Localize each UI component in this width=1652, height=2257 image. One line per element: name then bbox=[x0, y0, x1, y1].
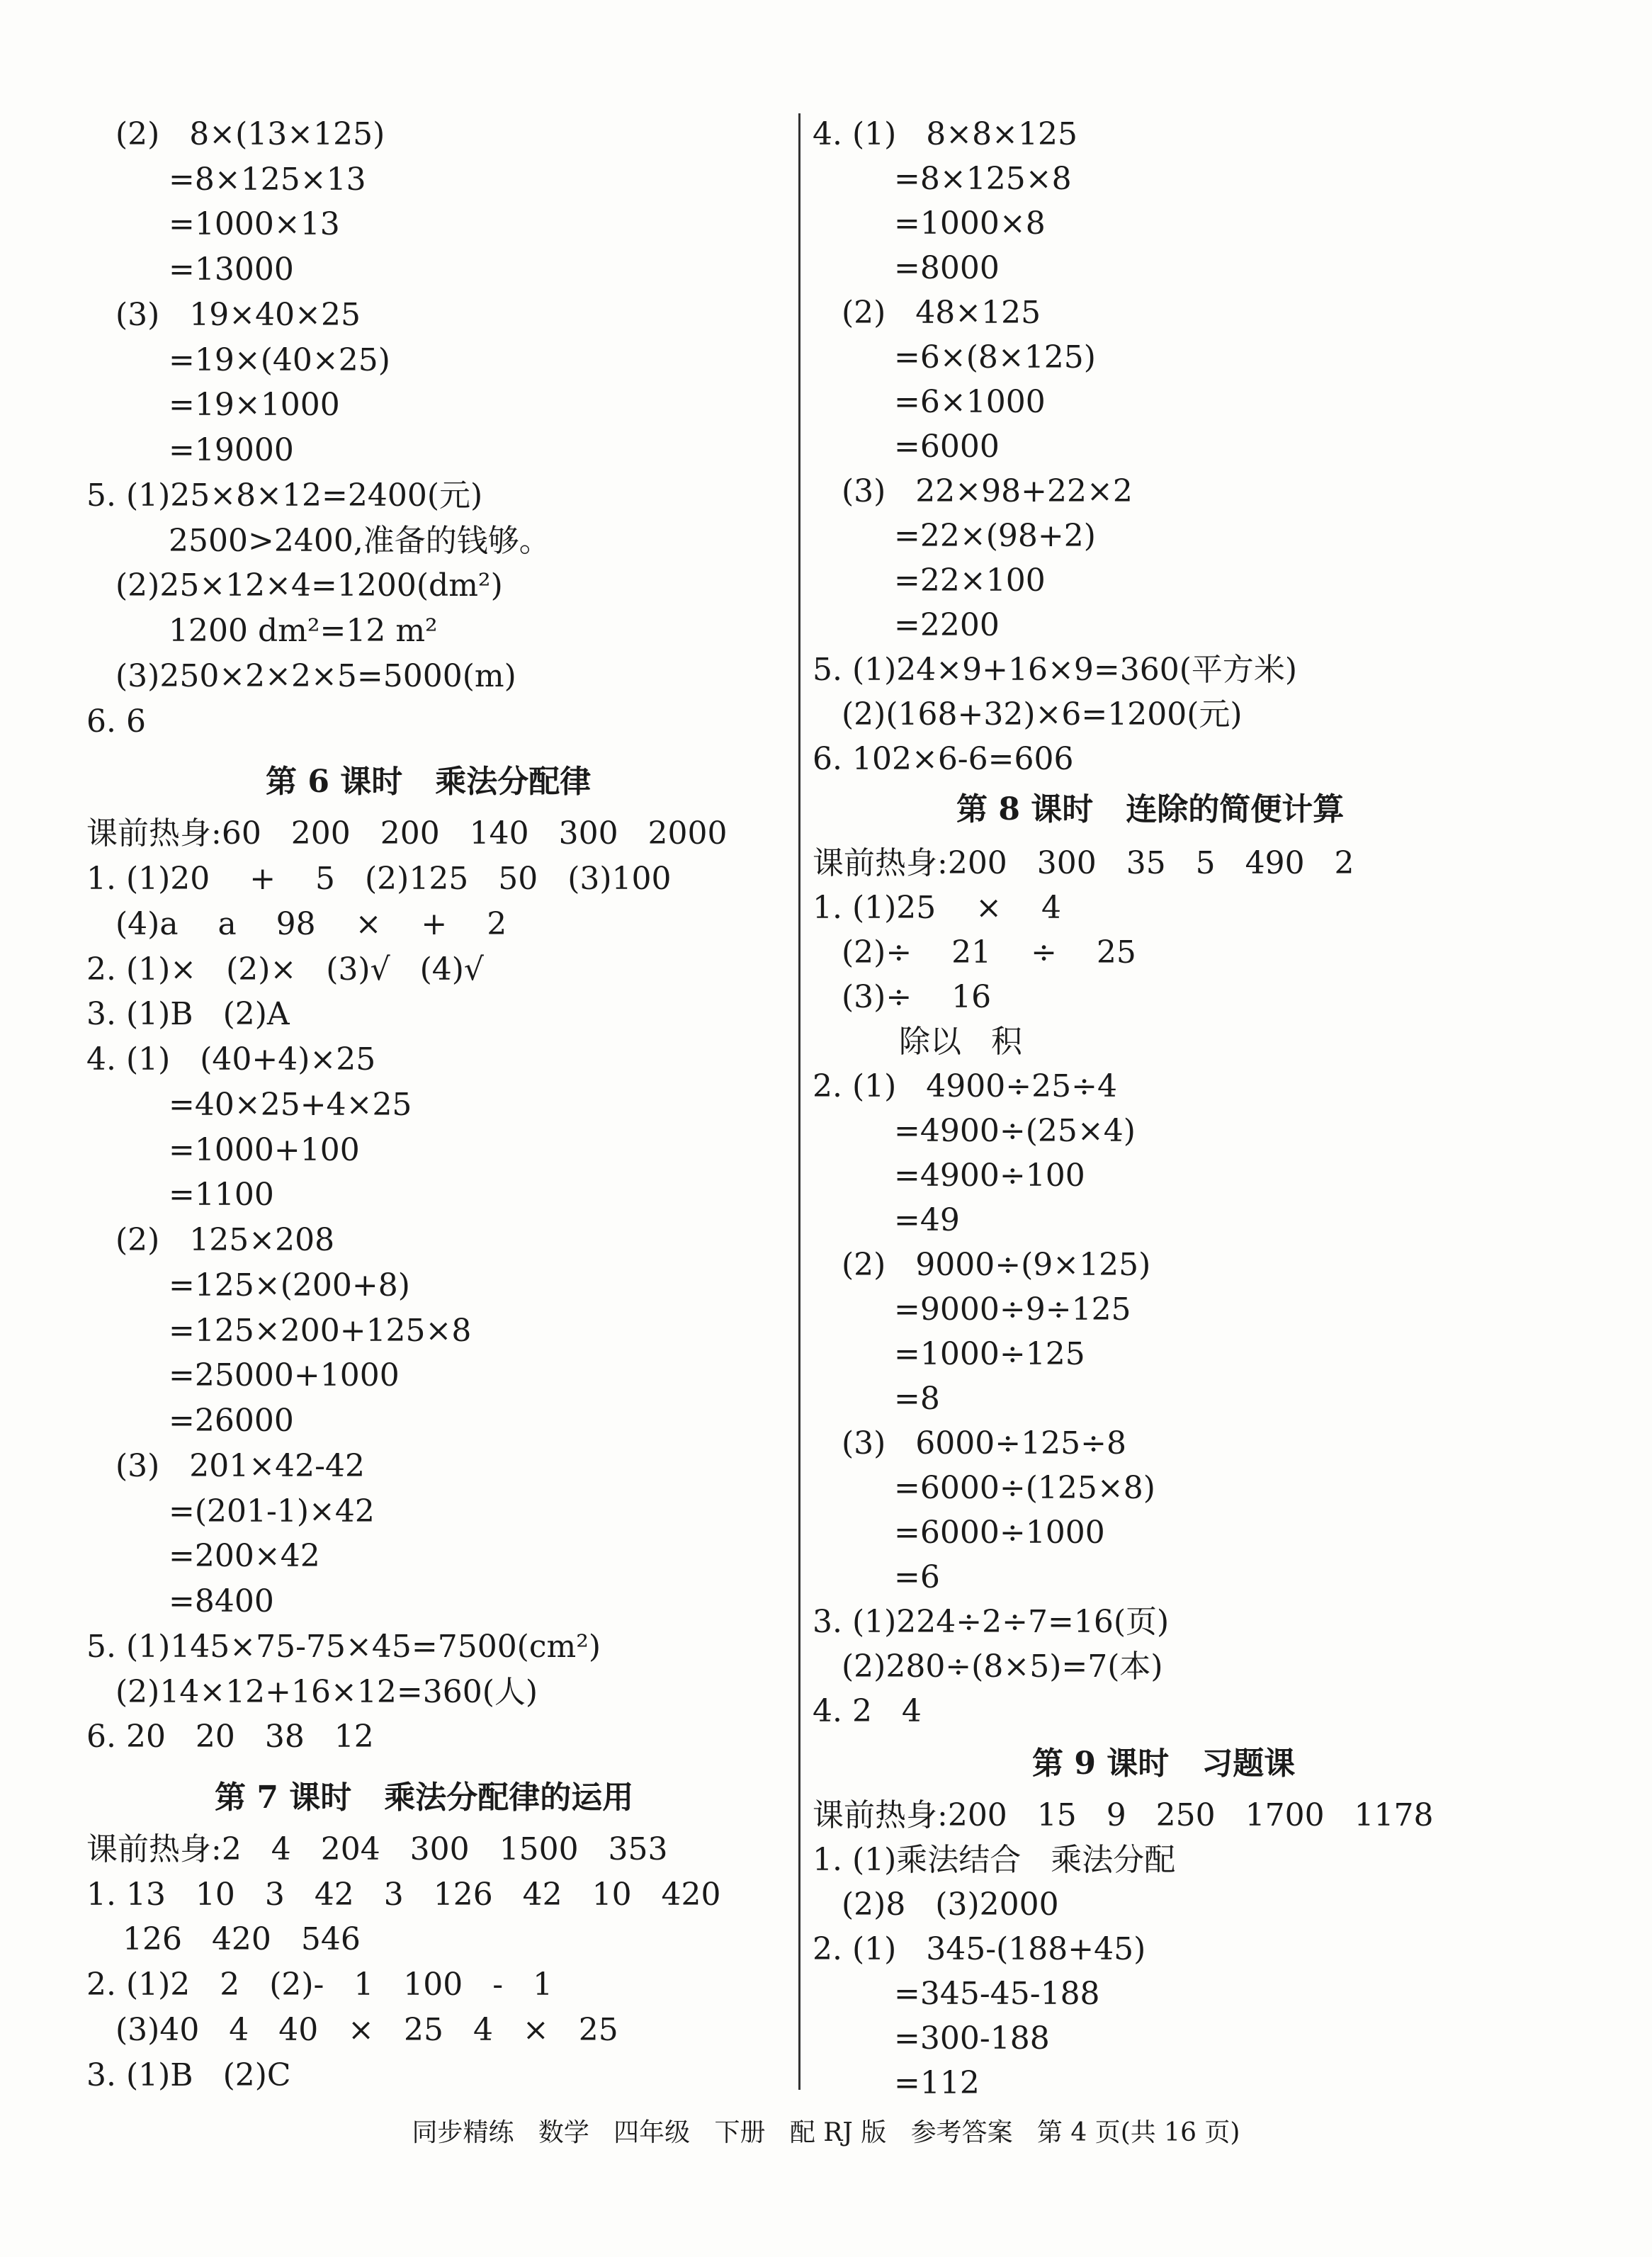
text-line: (3) 201×42-42 bbox=[115, 1448, 365, 1484]
text-line: (3) 6000÷125÷8 bbox=[842, 1425, 1126, 1461]
text-line: (2)280÷(8×5)=7(本) bbox=[842, 1648, 1163, 1685]
text-line: (3)250×2×2×5=5000(m) bbox=[115, 658, 516, 694]
text-line: =1100 bbox=[169, 1177, 274, 1213]
text-line: 5. (1)145×75-75×45=7500(cm²) bbox=[86, 1629, 601, 1665]
text-line: =345-45-188 bbox=[894, 1976, 1100, 2012]
text-line: 5. (1)25×8×12=2400(元) bbox=[86, 477, 483, 514]
text-line: 6. 20 20 38 12 bbox=[86, 1719, 374, 1755]
text-line: =200×42 bbox=[169, 1538, 320, 1574]
text-line: =8400 bbox=[169, 1583, 274, 1619]
text-line: (2)25×12×4=1200(dm²) bbox=[115, 567, 503, 604]
text-line: 课前热身:200 15 9 250 1700 1178 bbox=[813, 1797, 1434, 1833]
text-line: 2. (1) 4900÷25÷4 bbox=[813, 1068, 1117, 1104]
text-line: =125×200+125×8 bbox=[169, 1313, 472, 1349]
text-line: 6. 6 bbox=[86, 703, 146, 740]
text-line: (2) 125×208 bbox=[115, 1222, 335, 1258]
text-line: (2)14×12+16×12=360(人) bbox=[115, 1674, 538, 1710]
text-line: =4900÷100 bbox=[894, 1158, 1085, 1194]
text-line: (4)a a 98 × + 2 bbox=[115, 906, 507, 942]
section-heading: 第 8 课时 连除的简便计算 bbox=[956, 791, 1345, 827]
text-line: =9000÷9÷125 bbox=[894, 1291, 1131, 1328]
text-line: 2. (1)× (2)× (3)√ (4)√ bbox=[86, 951, 484, 988]
section-heading: 第 7 课时 乘法分配律的运用 bbox=[215, 1780, 634, 1816]
text-line: =6×(8×125) bbox=[894, 339, 1096, 375]
text-line: =1000×13 bbox=[169, 206, 340, 242]
text-line: 4. 2 4 bbox=[813, 1693, 922, 1729]
text-line: =4900÷(25×4) bbox=[894, 1113, 1136, 1149]
text-line: =112 bbox=[894, 2065, 980, 2101]
section-heading: 第 9 课时 习题课 bbox=[1032, 1746, 1296, 1782]
text-line: =19×1000 bbox=[169, 387, 340, 423]
text-line: (2) 8×(13×125) bbox=[115, 116, 385, 152]
text-line: (2) 9000÷(9×125) bbox=[842, 1247, 1151, 1283]
text-line: (2)8 (3)2000 bbox=[842, 1887, 1059, 1923]
text-line: 课前热身:2 4 204 300 1500 353 bbox=[86, 1831, 668, 1867]
text-line: 2. (1)2 2 (2)- 1 100 - 1 bbox=[86, 1967, 553, 2003]
text-line: =6000÷1000 bbox=[894, 1515, 1105, 1551]
text-line: 2500>2400,准备的钱够。 bbox=[169, 523, 550, 559]
text-line: =8×125×13 bbox=[169, 162, 366, 198]
text-line: =2200 bbox=[894, 607, 1000, 643]
text-line: =1000÷125 bbox=[894, 1336, 1085, 1372]
text-line: =22×100 bbox=[894, 562, 1046, 599]
text-line: 3. (1)B (2)C bbox=[86, 2057, 291, 2093]
text-line: (3) 22×98+22×2 bbox=[842, 473, 1133, 509]
text-line: 3. (1)B (2)A bbox=[86, 996, 290, 1032]
text-line: =6000÷(125×8) bbox=[894, 1470, 1155, 1506]
text-line: 1. (1)20 + 5 (2)125 50 (3)100 bbox=[86, 861, 672, 897]
text-line: (2)÷ 21 ÷ 25 bbox=[842, 934, 1136, 971]
text-line: =1000+100 bbox=[169, 1132, 360, 1168]
text-line: =26000 bbox=[169, 1403, 294, 1439]
text-line: 1. (1)乘法结合 乘法分配 bbox=[813, 1842, 1176, 1878]
text-line: (3) 19×40×25 bbox=[115, 297, 361, 333]
text-line: =49 bbox=[894, 1202, 960, 1238]
text-line: =(201-1)×42 bbox=[169, 1493, 375, 1529]
text-line: =8×125×8 bbox=[894, 161, 1072, 197]
text-line: 4. (1) 8×8×125 bbox=[813, 116, 1077, 152]
text-line: 4. (1) (40+4)×25 bbox=[86, 1041, 376, 1077]
text-line: =300-188 bbox=[894, 2020, 1050, 2057]
text-line: 126 420 546 bbox=[123, 1921, 361, 1957]
text-line: =1000×8 bbox=[894, 205, 1046, 242]
text-line: =25000+1000 bbox=[169, 1357, 400, 1393]
page-footer: 同步精练 数学 四年级 下册 配 RJ 版 参考答案 第 4 页(共 16 页) bbox=[412, 2118, 1240, 2147]
text-line: 3. (1)224÷2÷7=16(页) bbox=[813, 1604, 1170, 1640]
text-line: 1. (1)25 × 4 bbox=[813, 890, 1062, 926]
section-heading: 第 6 课时 乘法分配律 bbox=[266, 764, 592, 800]
text-line: 课前热身:60 200 200 140 300 2000 bbox=[86, 815, 728, 852]
text-line: =6 bbox=[894, 1559, 940, 1595]
text-line: =40×25+4×25 bbox=[169, 1087, 412, 1123]
text-line: =13000 bbox=[169, 251, 294, 288]
text-line: (2)(168+32)×6=1200(元) bbox=[842, 696, 1243, 732]
text-line: =125×(200+8) bbox=[169, 1267, 410, 1303]
text-line: =6000 bbox=[894, 429, 1000, 465]
text-line: (3)÷ 16 bbox=[842, 979, 992, 1015]
text-line: 1200 dm²=12 m² bbox=[169, 613, 438, 649]
text-line: =8000 bbox=[894, 250, 1000, 286]
text-line: =19×(40×25) bbox=[169, 342, 390, 378]
text-line: 除以 积 bbox=[899, 1024, 1022, 1060]
text-line: =6×1000 bbox=[894, 384, 1046, 420]
text-line: 2. (1) 345-(188+45) bbox=[813, 1931, 1146, 1967]
text-line: =22×(98+2) bbox=[894, 518, 1096, 554]
text-line: (3)40 4 40 × 25 4 × 25 bbox=[115, 2012, 618, 2048]
text-line: 1. 13 10 3 42 3 126 42 10 420 bbox=[86, 1877, 721, 1913]
text-line: =19000 bbox=[169, 432, 294, 468]
text-line: 6. 102×6-6=606 bbox=[813, 741, 1074, 777]
text-line: 课前热身:200 300 35 5 490 2 bbox=[813, 845, 1354, 881]
text-line: =8 bbox=[894, 1381, 940, 1417]
text-line: (2) 48×125 bbox=[842, 295, 1041, 331]
column-divider bbox=[798, 113, 800, 2090]
text-line: 5. (1)24×9+16×9=360(平方米) bbox=[813, 652, 1298, 688]
